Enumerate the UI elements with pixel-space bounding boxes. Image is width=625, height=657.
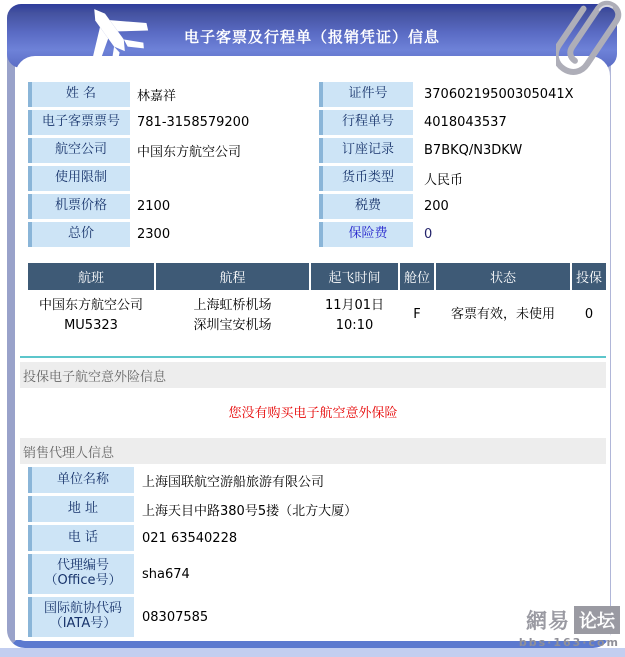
cell-status: 客票有效，未使用 — [450, 307, 555, 322]
col-header-insured: 投保 — [572, 263, 606, 290]
field-value-tax: 200 — [424, 199, 449, 214]
field-value-insurance-fee: 0 — [424, 227, 433, 242]
agent-value-iata-no: 08307585 — [142, 609, 209, 625]
forum-badge: 论坛 — [574, 606, 620, 634]
flight-number: MU5323 — [64, 318, 118, 333]
agent-label-office-line1: 代理编号 — [56, 558, 109, 574]
field-label-total-price: 总价 — [28, 222, 130, 247]
field-value-airline: 中国东方航空公司 — [137, 145, 242, 160]
cell-departure-time — [311, 296, 398, 336]
field-label-tax: 税费 — [319, 194, 413, 219]
field-label-ticket-price: 机票价格 — [28, 194, 130, 219]
agent-value-office-no: sha674 — [142, 566, 190, 582]
field-label-eticket-no: 电子客票票号 — [28, 110, 130, 135]
section-divider — [20, 356, 606, 358]
netease-watermark — [519, 605, 620, 649]
field-value-eticket-no: 781-3158579200 — [137, 115, 250, 130]
no-insurance-notice: 您没有购买电子航空意外保险 — [228, 406, 398, 421]
netease-logo: 網易 — [526, 609, 570, 633]
field-value-total-price: 2300 — [137, 227, 171, 242]
col-header-status: 状态 — [436, 263, 570, 290]
agent-label-company-text: 单位名称 — [56, 471, 109, 487]
cell-cabin: F — [413, 307, 421, 322]
paperclip-icon — [556, 0, 624, 88]
col-header-route: 航程 — [156, 263, 309, 290]
field-value-name: 林嘉祥 — [137, 89, 177, 104]
page-title: 电子客票及行程单（报销凭证）信息 — [183, 28, 440, 46]
field-label-id-number: 证件号 — [319, 82, 413, 107]
agent-label-iata-line1: 国际航协代码 — [43, 601, 122, 617]
field-label-booking-record: 订座记录 — [319, 138, 413, 163]
agent-label-company — [28, 467, 134, 493]
agent-label-phone-text: 电 话 — [67, 529, 99, 545]
route-destination: 深圳宝安机场 — [193, 318, 272, 333]
field-label-airline: 航空公司 — [28, 138, 130, 163]
agent-value-address: 上海天目中路380号5搂（北方大厦） — [142, 503, 358, 519]
cell-route — [156, 296, 309, 336]
insurance-section-header: 投保电子航空意外险信息 — [20, 362, 606, 388]
departure-clock: 10:10 — [335, 318, 374, 333]
departure-date: 11月01日 — [324, 298, 385, 313]
agent-label-office-line2: （Office号） — [44, 573, 122, 588]
field-value-itinerary-no: 4018043537 — [424, 115, 507, 130]
agent-section-header: 销售代理人信息 — [20, 438, 606, 464]
field-value-ticket-price: 2100 — [137, 199, 171, 214]
field-label-itinerary-no: 行程单号 — [319, 110, 413, 135]
field-label-currency: 货币类型 — [319, 166, 413, 191]
forum-url: bbs·163·com — [518, 636, 620, 649]
field-label-restrictions: 使用限制 — [28, 166, 130, 191]
field-label-insurance-fee[interactable]: 保险费 — [319, 222, 413, 247]
agent-label-address-text: 地 址 — [67, 500, 99, 516]
field-label-name: 姓 名 — [28, 82, 130, 107]
route-origin: 上海虹桥机场 — [193, 298, 272, 313]
flight-airline: 中国东方航空公司 — [38, 298, 143, 313]
col-header-cabin: 舱位 — [400, 263, 434, 290]
field-value-booking-record: B7BKQ/N3DKW — [424, 143, 523, 158]
col-header-departure-time: 起飞时间 — [311, 263, 398, 290]
cell-insured: 0 — [584, 307, 594, 322]
field-value-id-number: 37060219500305041X — [424, 87, 574, 102]
agent-label-iata-line2: （IATA号） — [49, 616, 117, 631]
agent-value-company: 上海国联航空游船旅游有限公司 — [142, 474, 325, 490]
field-value-currency: 人民币 — [424, 173, 464, 188]
agent-label-phone — [28, 525, 134, 551]
agent-label-office-no — [28, 554, 134, 594]
bottom-strip — [0, 648, 625, 657]
agent-label-address — [28, 496, 134, 522]
agent-value-phone: 021 63540228 — [142, 530, 238, 546]
agent-label-iata-no — [28, 597, 134, 637]
cell-flight — [28, 296, 154, 336]
col-header-flight: 航班 — [28, 263, 154, 290]
airplane-icon — [76, 0, 156, 78]
